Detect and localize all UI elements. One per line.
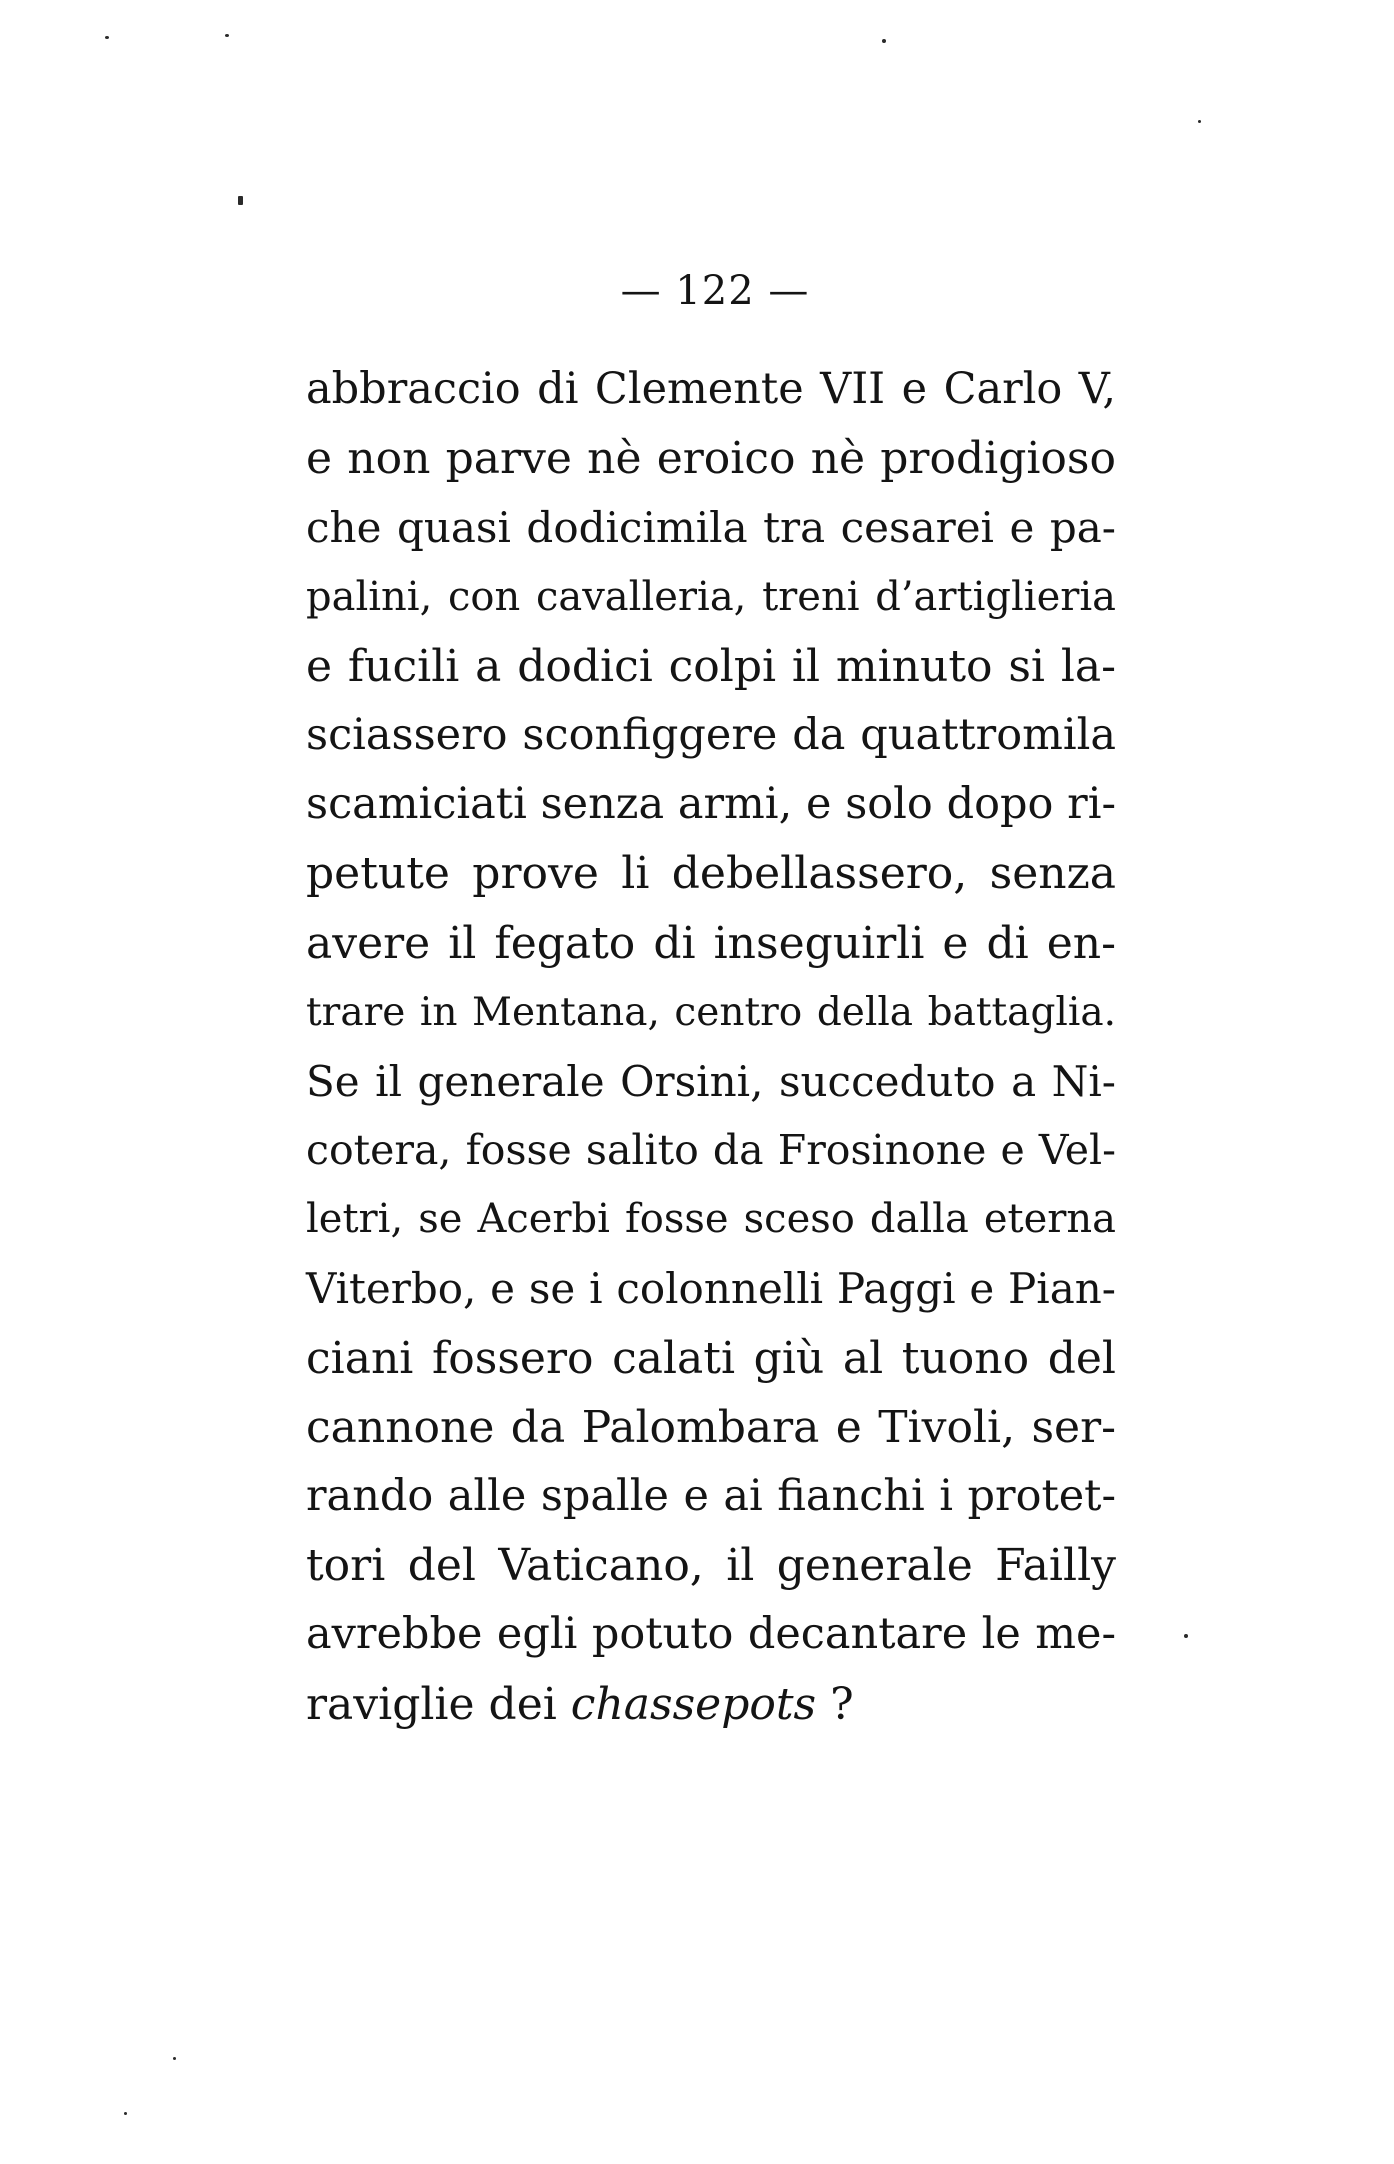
text-line: sciassero sconfiggere da quattromila: [306, 709, 1116, 760]
text-line: palini, con cavalleria, treni d’artiglieria: [306, 573, 1116, 620]
scan-speck: [1198, 120, 1201, 123]
text-line: Viterbo, e se i colonnelli Paggi e Pian-: [306, 1264, 1116, 1314]
last-line-prefix: raviglie dei: [306, 1678, 571, 1730]
text-line-last: [306, 1670, 1116, 1739]
text-line: e fucili a dodici colpi il minuto si la-: [306, 640, 1116, 692]
text-line: Se il generale Orsini, succeduto a Ni-: [306, 1056, 1116, 1106]
text-line: letri, se Acerbi fosse sceso dalla eterna: [306, 1196, 1116, 1243]
text-line: avrebbe egli potuto decantare le me-: [306, 1609, 1116, 1660]
italic-term: chassepots: [570, 1678, 817, 1730]
scan-speck: [225, 34, 229, 37]
text-line: e non parve nè eroico nè prodigioso: [306, 433, 1116, 485]
scan-speck: [238, 196, 243, 205]
scan-speck: [173, 2057, 176, 2060]
text-line: che quasi dodicimila tra cesarei e pa-: [306, 503, 1116, 553]
last-line-suffix: ?: [816, 1678, 854, 1730]
text-line: ciani fossero calati giù al tuono del: [306, 1332, 1116, 1384]
text-line: trare in Mentana, centro della battaglia.: [306, 989, 1116, 1035]
scan-speck: [105, 36, 109, 39]
text-line: scamiciati senza armi, e solo dopo ri-: [306, 779, 1116, 830]
text-line: petute prove li debellassero, senza: [306, 848, 1116, 900]
text-line: rando alle spalle e ai fianchi i protet-: [306, 1471, 1116, 1521]
text-line: abbraccio di Clemente VII e Carlo V,: [306, 364, 1116, 414]
page-number: — 122 —: [620, 268, 810, 314]
text-line: cotera, fosse salito da Frosinone e Vel-: [306, 1126, 1116, 1175]
scan-speck: [124, 2112, 127, 2115]
text-line: avere il fegato di inseguirli e di en-: [306, 917, 1116, 969]
text-line: cannone da Palombara e Tivoli, ser-: [306, 1401, 1116, 1453]
scan-speck: [1184, 1634, 1188, 1638]
text-line: tori del Vaticano, il generale Failly: [306, 1540, 1116, 1592]
scan-speck: [882, 39, 886, 43]
body-text: [306, 355, 1116, 1739]
